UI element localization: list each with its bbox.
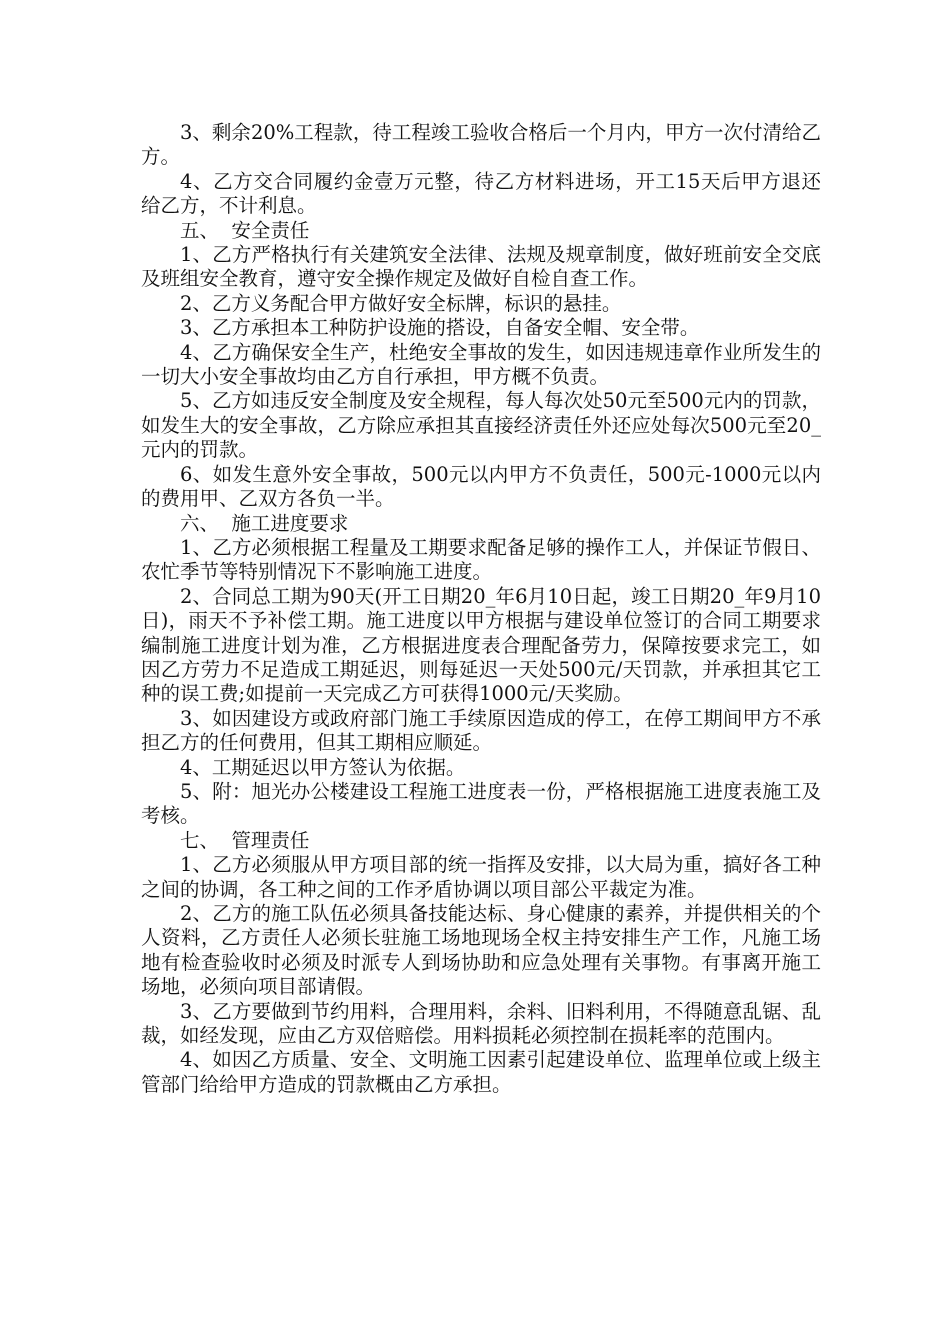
paragraph-payment-4: 4、乙方交合同履约金壹万元整，待乙方材料进场，开工15天后甲方退还给乙方，不计利息。 bbox=[141, 169, 821, 218]
paragraph-schedule-5: 5、附：旭光办公楼建设工程施工进度表一份，严格根据施工进度表施工及考核。 bbox=[141, 779, 821, 828]
paragraph-safety-4: 4、乙方确保安全生产，杜绝安全事故的发生，如因违规违章作业所发生的一切大小安全事故均由乙方自行承担，甲方概不负责。 bbox=[141, 340, 821, 389]
paragraph-schedule-4: 4、工期延迟以甲方签认为依据。 bbox=[180, 755, 466, 779]
paragraph-management-4: 4、如因乙方质量、安全、文明施工因素引起建设单位、监理单位或上级主管部门给给甲方造成的罚款概由乙方承担。 bbox=[141, 1048, 821, 1096]
paragraph-safety-3: 3、乙方承担本工种防护设施的搭设，自备安全帽、安全带。 bbox=[180, 316, 700, 340]
paragraph-schedule-3: 3、如因建设方或政府部门施工手续原因造成的停工，在停工期间甲方不承担乙方的任何费用，但其工期相应顺延。 bbox=[141, 706, 821, 755]
paragraph-safety-2: 2、乙方义务配合甲方做好安全标牌，标识的悬挂。 bbox=[180, 291, 622, 315]
paragraph-management-1: 1、乙方必须服从甲方项目部的统一指挥及安排，以大局为重，搞好各工种之间的协调，各工种之间的工作矛盾协调以项目部公平裁定为准。 bbox=[141, 853, 821, 901]
paragraph-schedule-1: 1、乙方必须根据工程量及工期要求配备足够的操作工人，并保证节假日、农忙季节等特别情况下不影响施工进度。 bbox=[141, 535, 821, 584]
section-heading-management: 七、 管理责任 bbox=[180, 828, 310, 852]
paragraph-management-2: 2、乙方的施工队伍必须具备技能达标、身心健康的素养，并提供相关的个人资料，乙方责任人必须长驻施工场地现场全权主持安排生产工作，凡施工场地有检查验收时必须及时派专人到场协助和应急处理有关事物。有事离开施工场地，必须向项目部请假。 bbox=[141, 902, 821, 999]
paragraph-safety-5: 5、乙方如违反安全制度及安全规程，每人每次处50元至500元内的罚款，如发生大的安全事故，乙方除应承担其直接经济责任外还应处每次500元至20_元内的罚款。 bbox=[141, 389, 821, 462]
paragraph-payment-3: 3、剩余20%工程款，待工程竣工验收合格后一个月内，甲方一次付清给乙方。 bbox=[141, 121, 821, 169]
section-heading-schedule: 六、 施工进度要求 bbox=[180, 511, 349, 535]
paragraph-schedule-2: 2、合同总工期为90天(开工日期20_年6月10日起，竣工日期20_年9月10日)，雨天不予补偿工期。施工进度以甲方根据与建设单位签订的合同工期要求编制施工进度计划为准，乙方根据进度表合理配备劳力，保障按要求完工，如因乙方劳力不足造成工期延迟，则每延迟一天处500元/天罚款，并承担其它工种的误工费;如提前一天完成乙方可获得1000元/天奖励。 bbox=[141, 584, 821, 706]
paragraph-safety-1: 1、乙方严格执行有关建筑安全法律、法规及规章制度，做好班前安全交底及班组安全教育，遵守安全操作规定及做好自检自查工作。 bbox=[141, 243, 821, 291]
paragraph-safety-6: 6、如发生意外安全事故，500元以内甲方不负责任，500元-1000元以内的费用甲、乙双方各负一半。 bbox=[141, 462, 821, 511]
paragraph-management-3: 3、乙方要做到节约用料，合理用料，余料、旧料利用，不得随意乱锯、乱裁，如经发现，应由乙方双倍赔偿。用料损耗必须控制在损耗率的范围内。 bbox=[141, 999, 821, 1048]
section-heading-safety: 五、 安全责任 bbox=[180, 218, 310, 242]
document-page bbox=[141, 121, 821, 1097]
